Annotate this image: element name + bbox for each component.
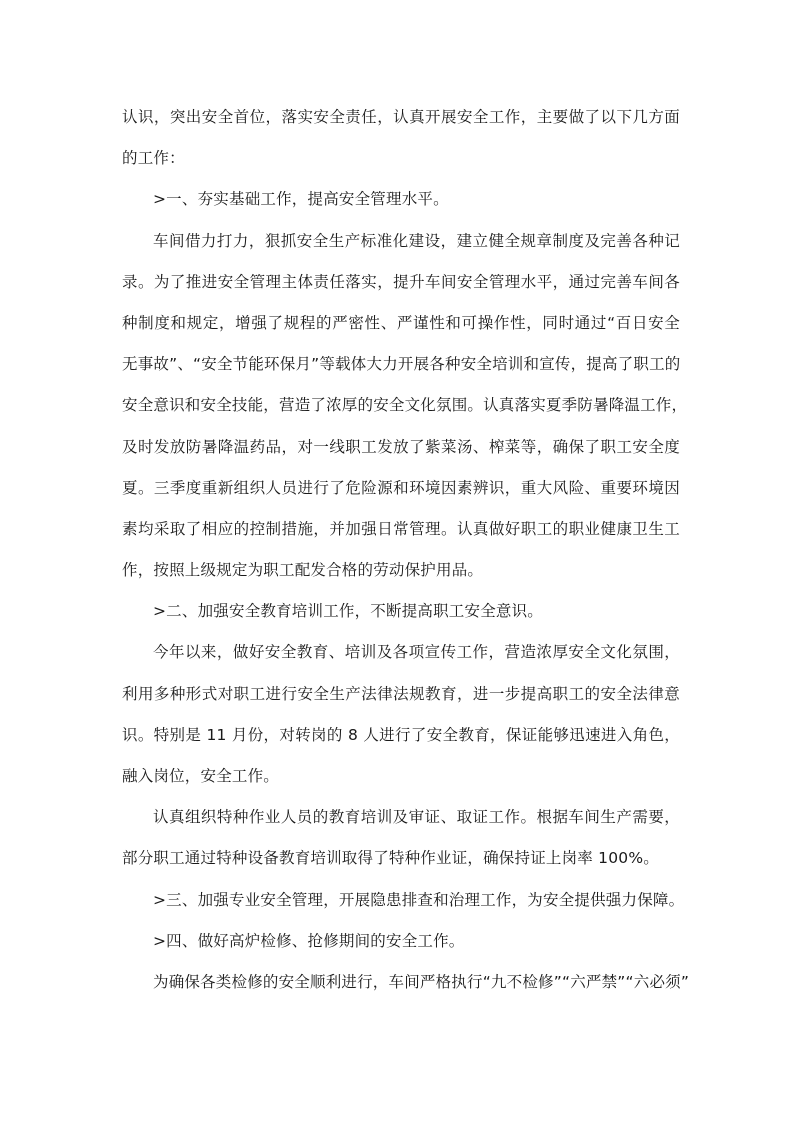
paragraph-line: 素均采取了相应的控制措施，并加强日常管理。认真做好职工的职业健康卫生工: [122, 519, 680, 538]
section-heading-1: >一、夯实基础工作，提高安全管理水平。: [153, 190, 449, 209]
paragraph-line: 夏。三季度重新组织人员进行了危险源和环境因素辨识，重大风险、重要环境因: [122, 478, 680, 497]
section-heading-4: >四、做好高炉检修、抢修期间的安全工作。: [153, 931, 465, 950]
section-heading-2: >二、加强安全教育培训工作，不断提高职工安全意识。: [153, 602, 543, 621]
paragraph-line: 车间借力打力，狠抓安全生产标准化建设，建立健全规章制度及完善各种记: [153, 231, 680, 250]
paragraph-line: 为确保各类检修的安全顺利进行，车间严格执行“九不检修”“六严禁”“六必须”: [153, 972, 690, 991]
paragraph-line: 融入岗位，安全工作。: [122, 767, 280, 785]
paragraph-line: 部分职工通过特种设备教育培训取得了特种作业证，确保持证上岗率 100%。: [122, 849, 659, 868]
paragraph-line: 认真组织特种作业人员的教育培训及审证、取证工作。根据车间生产需要，: [153, 808, 680, 827]
paragraph-line: 今年以来，做好安全教育、培训及各项宣传工作，营造浓厚安全文化氛围，: [153, 643, 680, 662]
paragraph-line: 作，按照上级规定为职工配发合格的劳动保护用品。: [122, 561, 484, 580]
paragraph-line: 种制度和规定，增强了规程的严密性、严谨性和可操作性，同时通过“百日安全: [122, 313, 680, 332]
paragraph-line: 的工作：: [122, 149, 185, 168]
paragraph-line: 识。特别是 11 月份，对转岗的 8 人进行了安全教育，保证能够迅速进入角色，: [122, 725, 680, 744]
paragraph-line: 利用多种形式对职工进行安全生产法律法规教育，进一步提高职工的安全法律意: [122, 684, 680, 703]
document-body: [122, 97, 690, 1003]
paragraph-line: 安全意识和安全技能，营造了浓厚的安全文化氛围。认真落实夏季防暑降温工作，: [122, 396, 688, 415]
paragraph-line: 录。为了推进安全管理主体责任落实，提升车间安全管理水平，通过完善车间各: [122, 272, 680, 291]
paragraph-line: 无事故”、“安全节能环保月”等载体大力开展各种安全培训和宣传，提高了职工的: [122, 355, 681, 374]
paragraph-line: 及时发放防暑降温药品，对一线职工发放了紫菜汤、榨菜等，确保了职工安全度: [122, 437, 680, 456]
section-heading-3: >三、加强专业安全管理，开展隐患排查和治理工作，为安全提供强力保障。: [153, 890, 685, 909]
paragraph-line: 认识，突出安全首位，落实安全责任，认真开展安全工作，主要做了以下几方面: [122, 108, 680, 126]
